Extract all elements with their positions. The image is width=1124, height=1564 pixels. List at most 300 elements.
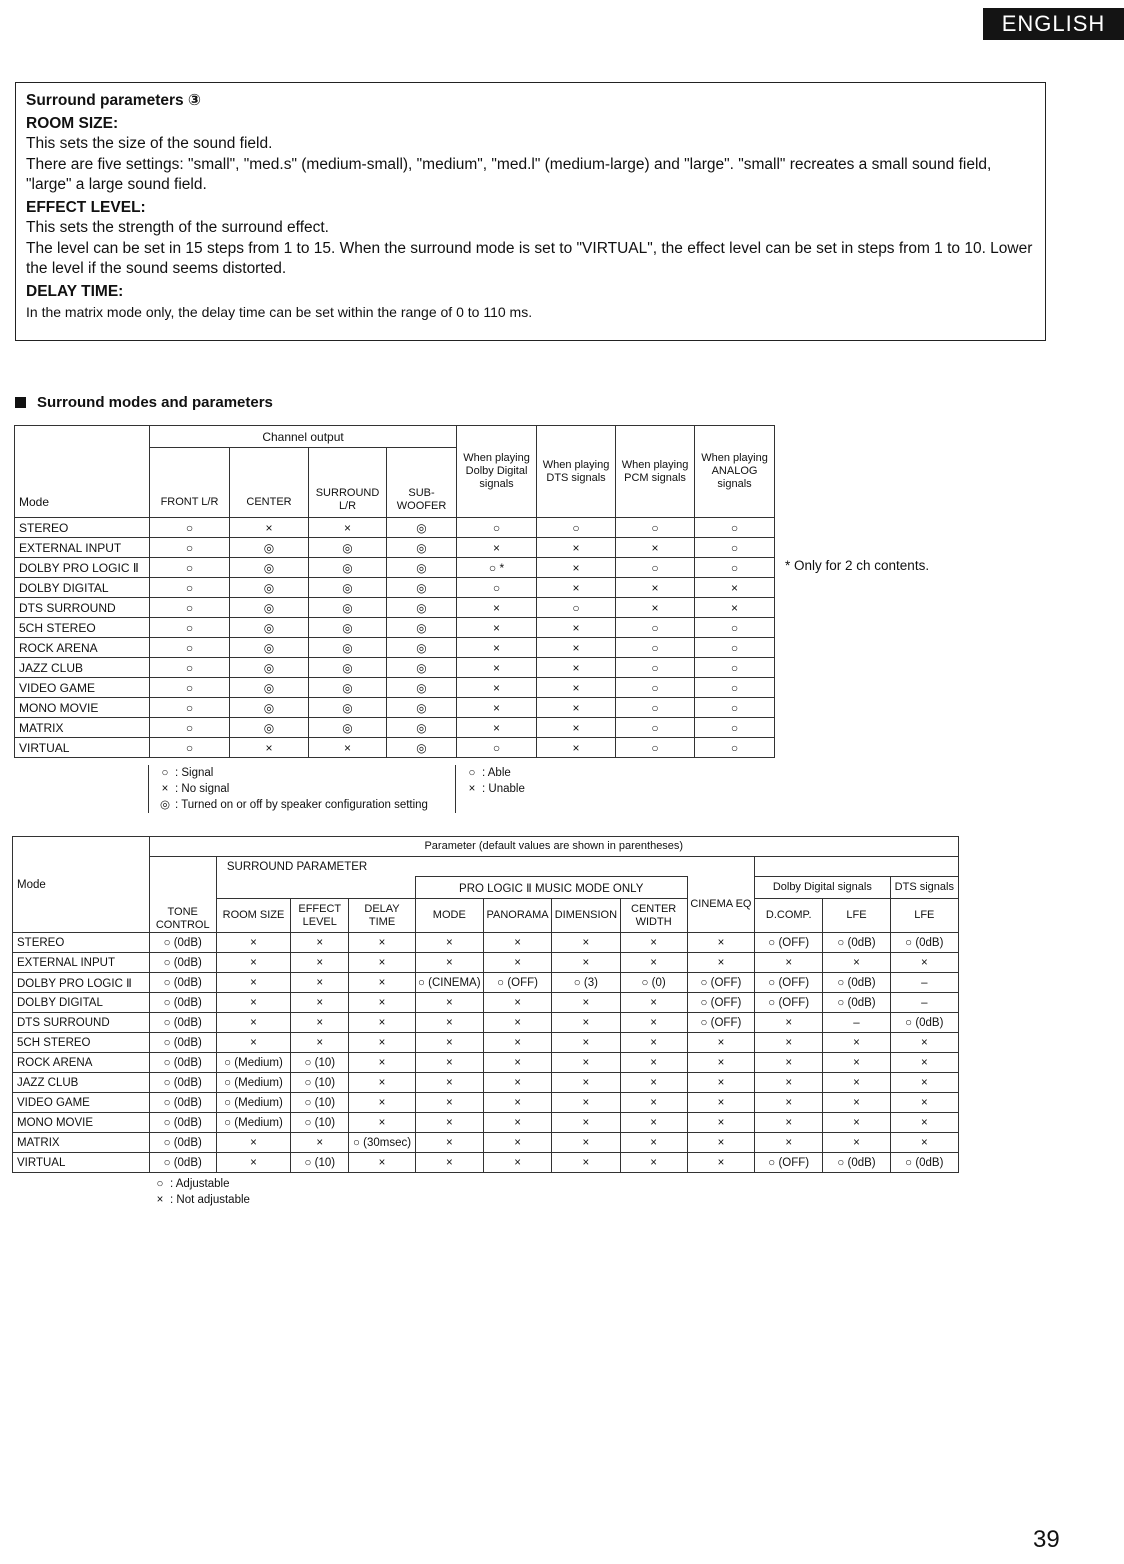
- t1-center-header: CENTER: [230, 448, 309, 518]
- mode-cell: DOLBY PRO LOGIC Ⅱ: [15, 558, 150, 578]
- t2-mode-header: Mode: [13, 837, 150, 933]
- table-row: [13, 1133, 959, 1153]
- value-cell: ×: [349, 1033, 415, 1053]
- value-cell: ○: [457, 578, 537, 598]
- value-cell: ×: [537, 558, 616, 578]
- value-cell: ×: [216, 1133, 290, 1153]
- t1-pcm-header: When playing PCM signals: [616, 426, 695, 518]
- section-title: [15, 394, 273, 411]
- t1-front-header: FRONT L/R: [150, 448, 230, 518]
- t1-mode-header: Mode: [15, 426, 150, 518]
- value-cell: ×: [457, 618, 537, 638]
- value-cell: ×: [890, 1093, 958, 1113]
- mode-cell: DOLBY DIGITAL: [13, 993, 150, 1013]
- mode-cell: DOLBY DIGITAL: [15, 578, 150, 598]
- value-cell: ×: [483, 1053, 551, 1073]
- value-cell: ×: [291, 993, 349, 1013]
- mode-cell: VIDEO GAME: [15, 678, 150, 698]
- value-cell: ○ (10): [291, 1053, 349, 1073]
- table-row: [15, 558, 775, 578]
- value-cell: ○: [150, 578, 230, 598]
- value-cell: ×: [415, 1033, 483, 1053]
- value-cell: ○: [616, 658, 695, 678]
- value-cell: ×: [620, 1053, 687, 1073]
- value-cell: ×: [349, 1073, 415, 1093]
- table-row: [13, 1053, 959, 1073]
- value-cell: ○: [457, 738, 537, 758]
- value-cell: ×: [755, 1093, 823, 1113]
- value-cell: ×: [537, 718, 616, 738]
- value-cell: ×: [483, 1133, 551, 1153]
- mode-cell: ROCK ARENA: [15, 638, 150, 658]
- value-cell: ×: [755, 953, 823, 973]
- mode-cell: DOLBY PRO LOGIC Ⅱ: [13, 973, 150, 993]
- value-cell: ○ (0dB): [823, 1153, 890, 1173]
- t2-tone-header: TONE CONTROL: [149, 857, 216, 933]
- value-cell: ×: [620, 993, 687, 1013]
- value-cell: ○ (10): [291, 1093, 349, 1113]
- table-row: [15, 658, 775, 678]
- table-row: [15, 578, 775, 598]
- delay-time-heading: DELAY TIME:: [26, 282, 124, 300]
- value-cell: ×: [695, 598, 775, 618]
- value-cell: ×: [349, 933, 415, 953]
- table-row: [15, 638, 775, 658]
- table-row: [15, 698, 775, 718]
- value-cell: ○ (3): [552, 973, 620, 993]
- value-cell: ○ (0dB): [149, 993, 216, 1013]
- mode-cell: ROCK ARENA: [13, 1053, 150, 1073]
- value-cell: ×: [537, 658, 616, 678]
- value-cell: ×: [616, 578, 695, 598]
- value-cell: ○: [616, 738, 695, 758]
- value-cell: ×: [687, 1153, 754, 1173]
- t2-legend: [150, 1176, 250, 1208]
- language-tab: ENGLISH: [983, 8, 1124, 40]
- value-cell: ×: [687, 1133, 754, 1153]
- mode-cell: MONO MOVIE: [15, 698, 150, 718]
- value-cell: ○: [695, 538, 775, 558]
- value-cell: ○: [150, 658, 230, 678]
- value-cell: ○: [616, 678, 695, 698]
- value-cell: ○ (OFF): [483, 973, 551, 993]
- value-cell: ○ (30msec): [349, 1133, 415, 1153]
- value-cell: ×: [890, 1113, 958, 1133]
- value-cell: ○ (Medium): [216, 1093, 290, 1113]
- mode-cell: STEREO: [15, 518, 150, 538]
- value-cell: ×: [230, 518, 309, 538]
- value-cell: ×: [415, 1133, 483, 1153]
- value-cell: ○: [616, 618, 695, 638]
- mode-cell: JAZZ CLUB: [15, 658, 150, 678]
- effect-level-text-2: The level can be set in 15 steps from 1 to 15. When the surround mode is set to "VIRTUAL", the effect level can be set in steps from 1 to 10. Lower the level if the sound seems distorted.: [26, 239, 1033, 277]
- value-cell: ×: [552, 1013, 620, 1033]
- value-cell: ◎: [230, 598, 309, 618]
- value-cell: ◎: [230, 698, 309, 718]
- value-cell: ○ (10): [291, 1113, 349, 1133]
- value-cell: ◎: [230, 538, 309, 558]
- value-cell: ×: [216, 973, 290, 993]
- t1-surround-header: SURROUND L/R: [309, 448, 387, 518]
- value-cell: ×: [755, 1013, 823, 1033]
- value-cell: ×: [537, 618, 616, 638]
- t2-dts-header: DTS signals: [890, 877, 958, 899]
- value-cell: ○ (0dB): [149, 973, 216, 993]
- value-cell: ○: [616, 518, 695, 538]
- table-row: [13, 993, 959, 1013]
- value-cell: ×: [890, 953, 958, 973]
- value-cell: ×: [755, 1073, 823, 1093]
- table-row: [13, 1113, 959, 1133]
- value-cell: ×: [616, 538, 695, 558]
- value-cell: ×: [483, 1093, 551, 1113]
- value-cell: ○ (0dB): [823, 973, 890, 993]
- value-cell: ○ (0dB): [890, 1013, 958, 1033]
- value-cell: ◎: [387, 678, 457, 698]
- value-cell: ○ (OFF): [755, 933, 823, 953]
- value-cell: ×: [537, 698, 616, 718]
- value-cell: ◎: [387, 518, 457, 538]
- value-cell: ×: [755, 1033, 823, 1053]
- value-cell: ○: [695, 638, 775, 658]
- surround-parameters-box: [15, 82, 1046, 341]
- value-cell: ○: [695, 718, 775, 738]
- value-cell: ○ (OFF): [687, 973, 754, 993]
- value-cell: –: [890, 993, 958, 1013]
- value-cell: ◎: [309, 698, 387, 718]
- value-cell: ×: [483, 1073, 551, 1093]
- value-cell: ×: [309, 518, 387, 538]
- value-cell: ◎: [230, 718, 309, 738]
- t2-pmode-header: MODE: [415, 899, 483, 933]
- value-cell: ×: [890, 1033, 958, 1053]
- value-cell: ○: [457, 518, 537, 538]
- mode-cell: 5CH STEREO: [13, 1033, 150, 1053]
- value-cell: ◎: [309, 658, 387, 678]
- modes-channel-table: [14, 425, 775, 758]
- value-cell: ○: [150, 538, 230, 558]
- mode-cell: EXTERNAL INPUT: [13, 953, 150, 973]
- t1-channel-output-header: Channel output: [150, 426, 457, 448]
- value-cell: ×: [291, 953, 349, 973]
- t1-legend-right: [455, 765, 525, 813]
- value-cell: ○: [616, 718, 695, 738]
- t2-body: [13, 933, 959, 1173]
- value-cell: ◎: [387, 658, 457, 678]
- value-cell: ○ (10): [291, 1153, 349, 1173]
- value-cell: ×: [415, 1153, 483, 1173]
- value-cell: ○: [150, 598, 230, 618]
- legend-item: ○ : Adjustable: [156, 1178, 230, 1190]
- value-cell: ○ (CINEMA): [415, 973, 483, 993]
- value-cell: –: [823, 1013, 890, 1033]
- value-cell: ○: [695, 738, 775, 758]
- delay-time-text: In the matrix mode only, the delay time can be set within the range of 0 to 110 ms.: [26, 304, 533, 320]
- mode-cell: MATRIX: [13, 1133, 150, 1153]
- t2-effect-header: EFFECT LEVEL: [291, 899, 349, 933]
- table-row: [13, 1033, 959, 1053]
- table-row: [15, 738, 775, 758]
- value-cell: ×: [552, 1133, 620, 1153]
- value-cell: ○: [616, 638, 695, 658]
- value-cell: ○: [616, 698, 695, 718]
- value-cell: ×: [291, 933, 349, 953]
- value-cell: ×: [823, 1113, 890, 1133]
- value-cell: ○: [616, 558, 695, 578]
- value-cell: ◎: [387, 638, 457, 658]
- table-row: [15, 598, 775, 618]
- t2-parameter-header: Parameter (default values are shown in parentheses): [149, 837, 958, 857]
- value-cell: ○: [695, 618, 775, 638]
- value-cell: ○: [150, 678, 230, 698]
- t2-surround-parameter-header: SURROUND PARAMETER: [216, 857, 754, 877]
- value-cell: ×: [483, 1113, 551, 1133]
- mode-cell: MATRIX: [15, 718, 150, 738]
- value-cell: ×: [620, 1113, 687, 1133]
- value-cell: ×: [349, 1153, 415, 1173]
- value-cell: ×: [309, 738, 387, 758]
- value-cell: ○ (Medium): [216, 1053, 290, 1073]
- value-cell: ×: [537, 538, 616, 558]
- table-row: [13, 1013, 959, 1033]
- value-cell: ○ (0dB): [149, 1053, 216, 1073]
- value-cell: ×: [349, 1113, 415, 1133]
- table-row: [15, 678, 775, 698]
- legend-item: ○ : Signal: [161, 767, 214, 779]
- table-row: [15, 518, 775, 538]
- value-cell: ×: [823, 953, 890, 973]
- value-cell: ×: [890, 1133, 958, 1153]
- value-cell: ×: [457, 718, 537, 738]
- value-cell: ×: [537, 738, 616, 758]
- value-cell: ×: [552, 993, 620, 1013]
- value-cell: ○ (0dB): [890, 933, 958, 953]
- value-cell: ×: [349, 973, 415, 993]
- value-cell: ×: [823, 1073, 890, 1093]
- value-cell: ○: [537, 518, 616, 538]
- value-cell: ×: [687, 1053, 754, 1073]
- value-cell: ×: [483, 1013, 551, 1033]
- value-cell: ×: [349, 1013, 415, 1033]
- value-cell: ×: [552, 1153, 620, 1173]
- value-cell: ×: [291, 1033, 349, 1053]
- t2-dcomp-header: D.COMP.: [755, 899, 823, 933]
- value-cell: ×: [552, 1093, 620, 1113]
- value-cell: ×: [620, 953, 687, 973]
- value-cell: ×: [620, 1133, 687, 1153]
- value-cell: ○ (0dB): [149, 1093, 216, 1113]
- legend-item: × : Not adjustable: [156, 1194, 250, 1206]
- value-cell: ×: [620, 1153, 687, 1173]
- mode-cell: EXTERNAL INPUT: [15, 538, 150, 558]
- value-cell: ◎: [387, 698, 457, 718]
- table-row: [15, 618, 775, 638]
- value-cell: ○: [695, 558, 775, 578]
- value-cell: ×: [415, 1093, 483, 1113]
- effect-level-text-1: This sets the strength of the surround effect.: [26, 219, 329, 236]
- value-cell: ×: [620, 1073, 687, 1093]
- value-cell: ○ (0dB): [149, 953, 216, 973]
- room-size-text-1: This sets the size of the sound field.: [26, 135, 273, 152]
- value-cell: ◎: [230, 658, 309, 678]
- mode-cell: STEREO: [13, 933, 150, 953]
- value-cell: ×: [457, 658, 537, 678]
- value-cell: ×: [890, 1053, 958, 1073]
- value-cell: ○: [695, 678, 775, 698]
- legend-item: ○ : Able: [468, 767, 511, 779]
- t1-body: [15, 518, 775, 758]
- value-cell: ○: [150, 618, 230, 638]
- value-cell: ○: [150, 738, 230, 758]
- value-cell: ○ *: [457, 558, 537, 578]
- value-cell: ×: [620, 1013, 687, 1033]
- mode-cell: JAZZ CLUB: [13, 1073, 150, 1093]
- mode-cell: VIRTUAL: [13, 1153, 150, 1173]
- value-cell: ×: [291, 1133, 349, 1153]
- square-bullet-icon: [15, 397, 26, 408]
- mode-cell: VIDEO GAME: [13, 1093, 150, 1113]
- t1-sub-header: SUB-WOOFER: [387, 448, 457, 518]
- value-cell: ×: [216, 993, 290, 1013]
- value-cell: ×: [483, 933, 551, 953]
- table-row: [13, 933, 959, 953]
- value-cell: ◎: [230, 618, 309, 638]
- value-cell: ◎: [387, 718, 457, 738]
- value-cell: ×: [230, 738, 309, 758]
- value-cell: ○ (0dB): [890, 1153, 958, 1173]
- value-cell: ×: [552, 1073, 620, 1093]
- value-cell: ×: [687, 933, 754, 953]
- value-cell: ×: [216, 1153, 290, 1173]
- table-row: [13, 1073, 959, 1093]
- value-cell: ×: [349, 953, 415, 973]
- t1-analog-header: When playing ANALOG signals: [695, 426, 775, 518]
- value-cell: ×: [616, 598, 695, 618]
- value-cell: ◎: [309, 618, 387, 638]
- value-cell: ○ (OFF): [755, 973, 823, 993]
- value-cell: ○ (Medium): [216, 1073, 290, 1093]
- value-cell: ×: [216, 1013, 290, 1033]
- value-cell: ×: [755, 1133, 823, 1153]
- t2-center-width-header: CENTER WIDTH: [620, 899, 687, 933]
- value-cell: ×: [755, 1053, 823, 1073]
- value-cell: ×: [552, 933, 620, 953]
- value-cell: ○ (0dB): [823, 933, 890, 953]
- value-cell: ○ (0dB): [149, 1033, 216, 1053]
- value-cell: ×: [687, 1033, 754, 1053]
- t1-legend-left: [148, 765, 428, 813]
- value-cell: ○: [150, 718, 230, 738]
- mode-cell: DTS SURROUND: [15, 598, 150, 618]
- value-cell: ◎: [309, 598, 387, 618]
- table-row: [15, 718, 775, 738]
- value-cell: ×: [457, 638, 537, 658]
- value-cell: ×: [823, 1053, 890, 1073]
- mode-cell: VIRTUAL: [15, 738, 150, 758]
- value-cell: ○: [150, 518, 230, 538]
- t2-cinema-eq-header: CINEMA EQ: [687, 877, 754, 933]
- table-row: [13, 973, 959, 993]
- value-cell: ×: [483, 1153, 551, 1173]
- mode-cell: MONO MOVIE: [13, 1113, 150, 1133]
- table-row: [13, 1093, 959, 1113]
- t2-lfe-dolby-header: LFE: [823, 899, 890, 933]
- value-cell: ◎: [309, 638, 387, 658]
- value-cell: ×: [620, 1033, 687, 1053]
- footnote: * Only for 2 ch contents.: [785, 558, 930, 573]
- value-cell: ×: [415, 993, 483, 1013]
- value-cell: ◎: [230, 578, 309, 598]
- value-cell: ×: [537, 638, 616, 658]
- value-cell: ×: [537, 678, 616, 698]
- value-cell: ○ (0dB): [149, 933, 216, 953]
- legend-item: ◎ : Turned on or off by speaker configuration setting: [159, 799, 428, 811]
- value-cell: ◎: [387, 598, 457, 618]
- t2-panorama-header: PANORAMA: [483, 899, 551, 933]
- t1-dolby-header: When playing Dolby Digital signals: [457, 426, 537, 518]
- value-cell: ×: [349, 1053, 415, 1073]
- value-cell: ○ (OFF): [687, 993, 754, 1013]
- value-cell: ×: [687, 1113, 754, 1133]
- value-cell: ×: [457, 678, 537, 698]
- value-cell: –: [890, 973, 958, 993]
- value-cell: ×: [537, 578, 616, 598]
- value-cell: ×: [415, 953, 483, 973]
- modes-parameter-table: [12, 836, 959, 1173]
- value-cell: ×: [457, 598, 537, 618]
- t2-room-header: ROOM SIZE: [216, 899, 290, 933]
- value-cell: ◎: [309, 558, 387, 578]
- value-cell: ×: [823, 1033, 890, 1053]
- value-cell: ×: [483, 953, 551, 973]
- value-cell: ×: [823, 1133, 890, 1153]
- value-cell: ○ (Medium): [216, 1113, 290, 1133]
- value-cell: ×: [552, 953, 620, 973]
- value-cell: ×: [687, 1093, 754, 1113]
- t2-delay-header: DELAY TIME: [349, 899, 415, 933]
- value-cell: ×: [415, 933, 483, 953]
- value-cell: ×: [349, 993, 415, 1013]
- table-row: [15, 538, 775, 558]
- value-cell: ×: [216, 933, 290, 953]
- value-cell: ○: [150, 698, 230, 718]
- value-cell: ○ (0dB): [823, 993, 890, 1013]
- t1-dts-header: When playing DTS signals: [537, 426, 616, 518]
- value-cell: ○ (OFF): [687, 1013, 754, 1033]
- legend-item: × : Unable: [468, 783, 525, 795]
- value-cell: ×: [483, 1033, 551, 1053]
- value-cell: ×: [890, 1073, 958, 1093]
- value-cell: ◎: [387, 618, 457, 638]
- value-cell: ×: [415, 1053, 483, 1073]
- effect-level-heading: EFFECT LEVEL:: [26, 198, 146, 216]
- value-cell: ○: [150, 558, 230, 578]
- value-cell: ◎: [309, 678, 387, 698]
- value-cell: ○ (0dB): [149, 1013, 216, 1033]
- value-cell: ×: [755, 1113, 823, 1133]
- t2-dolby-digital-header: Dolby Digital signals: [755, 877, 891, 899]
- value-cell: ×: [823, 1093, 890, 1113]
- value-cell: ○: [695, 518, 775, 538]
- value-cell: ×: [291, 973, 349, 993]
- value-cell: ◎: [230, 678, 309, 698]
- table-row: [13, 1153, 959, 1173]
- value-cell: ×: [695, 578, 775, 598]
- value-cell: ○: [537, 598, 616, 618]
- t2-lfe-dts-header: LFE: [890, 899, 958, 933]
- value-cell: ×: [687, 1073, 754, 1093]
- section-title-text: Surround modes and parameters: [37, 394, 273, 411]
